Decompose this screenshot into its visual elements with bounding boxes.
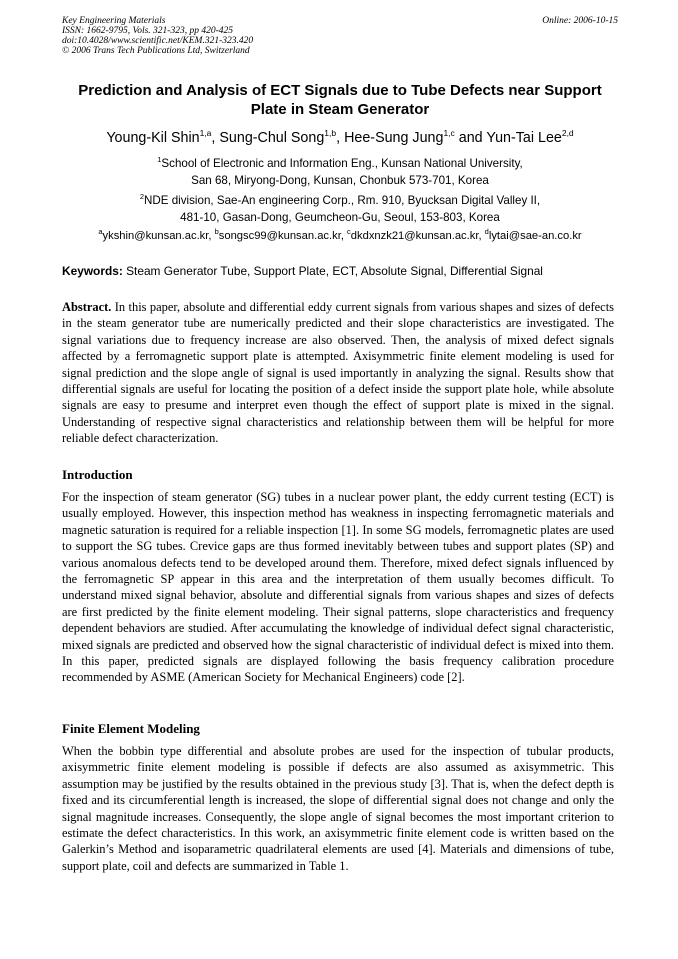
email-address[interactable]: ykshin@kunsan.ac.kr, xyxy=(102,230,215,242)
abstract-label: Abstract. xyxy=(62,300,112,314)
keywords-label: Keywords: xyxy=(62,264,123,278)
email-superscript: a xyxy=(98,227,103,236)
fem-paragraph: When the bobbin type differential and absolute probes are used for the inspection of tubular products, axisymmetric finite element modeling is possible if defects are also assumed as axisymmetric. This assumption may be justified by the results obtained in the previous study [3]. That is, when the defect depth is fixed and its circumferential length is increased, the slope of differential signal does not change and only the signal magnitude increases. Consequently, the slope angle of signal becomes the most important criterion to estimate the defect characteristics. In this work, an axisymmetric finite element code is written based on the Galerkin’s Method and isoparametric quadrilateral elements are used [4]. Materials and dimensions of tube, support plate, coil and defects are summarized in Table 1. xyxy=(62,744,614,873)
journal-header xyxy=(62,16,618,56)
affiliation-superscript: 1 xyxy=(157,155,162,164)
keywords-text: Steam Generator Tube, Support Plate, ECT, Absolute Signal, Differential Signal xyxy=(122,264,543,278)
journal-name: Key Engineering Materials xyxy=(62,16,166,26)
email-superscript: d xyxy=(484,227,489,236)
online-date: Online: 2006-10-15 xyxy=(542,16,618,26)
fem-heading: Finite Element Modeling xyxy=(62,721,200,736)
author-separator: and xyxy=(454,130,487,146)
keywords-line xyxy=(62,263,622,280)
email-superscript: b xyxy=(214,227,219,236)
author-superscript: 2,d xyxy=(561,128,574,138)
author-name: Young-Kil Shin xyxy=(106,130,200,146)
affiliation-line: NDE division, Sae-An engineering Corp., Rm. 910, Byucksan Digital Valley II, xyxy=(144,194,541,207)
copyright-line: © 2006 Trans Tech Publications Ltd, Switzerland xyxy=(62,46,250,56)
introduction-heading: Introduction xyxy=(62,467,133,482)
affiliation-line: School of Electronic and Information Eng., Kunsan National University, xyxy=(161,157,523,170)
author-name: Yun-Tai Lee xyxy=(486,130,562,146)
email-list xyxy=(40,228,640,245)
author-name: Sung-Chul Song xyxy=(219,130,325,146)
author-superscript: 1,b xyxy=(324,128,337,138)
affiliation-line: San 68, Miryong-Dong, Kunsan, Chonbuk 573-701, Korea xyxy=(191,174,489,187)
author-list xyxy=(40,129,640,147)
affiliation-line: 481-10, Gasan-Dong, Geumcheon-Gu, Seoul, 153-803, Korea xyxy=(180,211,500,224)
introduction-paragraph: For the inspection of steam generator (SG) tubes in a nuclear power plant, the eddy current testing (ECT) is usually employed. However, this inspection method has weakness in inspecting ferromagnetic materials and magnetic saturation is required for a reliable inspection [1]. In some SG models, ferromagnetic plates are used to support the SG tubes. Crevice gaps are thus formed inevitably between tubes and support plates (SP) and various anomalous defects tend to be developed around them. Therefore, mixed defect signals influenced by the ferromagnetic SP appear in this area and the interpretation of them usually becomes difficult. To understand mixed signal behavior, absolute and differential signals from various shapes and sizes of defects are first predicted by the finite element modeling. Their signal patterns, slope characteristics and frequency dependent behaviors are studied. After accumulating the knowledge of individual defect signal characteristic, mixed signals are predicted and observed how the signal characteristic of individual defect is mixed into them. In this paper, predicted signals are displayed following the basis frequency calibration procedure recommended by ASME (American Society for Mechanical Engineers) code [2]. xyxy=(62,490,614,685)
doi-line[interactable]: doi:10.4028/www.scientific.net/KEM.321-323.420 xyxy=(62,36,254,46)
affiliation-1 xyxy=(62,155,618,189)
email-superscript: c xyxy=(347,227,351,236)
affiliation-2 xyxy=(62,192,618,226)
email-address[interactable]: dkdxnzk21@kunsan.ac.kr, xyxy=(350,230,485,242)
paper-title: Prediction and Analysis of ECT Signals due to Tube Defects near Support Plate in Steam Generator xyxy=(78,82,602,118)
author-superscript: 1,a xyxy=(199,128,212,138)
author-name: Hee-Sung Jung xyxy=(344,130,444,146)
abstract-text: In this paper, absolute and differential eddy current signals from various shapes and sizes of defects in the steam generator tube are numerically predicted and their slope characteristics are investigated. The signal variations due to frequency increase are also observed. Then, the analysis of mixed defect signals affected by a ferromagnetic support plate is attempted. Axisymmetric finite element modeling is used for signal prediction and the slope angle of signal is used importantly in analyzing the signal. Results show that differential signals are useful for locating the position of a defect inside the support plate hole, while absolute signals are easy to presume and interpret even though the effect of support plate is mixed in the signal. Understanding of respective signal characteristics and relationship between them will be helpful for more reliable defect characterization. xyxy=(62,300,614,446)
abstract-paragraph xyxy=(62,299,614,447)
email-address[interactable]: lytai@sae-an.co.kr xyxy=(488,230,582,242)
issn-line: ISSN: 1662-9795, Vols. 321-323, pp 420-425 xyxy=(62,26,233,36)
email-address[interactable]: songsc99@kunsan.ac.kr, xyxy=(218,230,348,242)
affiliation-superscript: 2 xyxy=(139,192,145,201)
author-separator: , xyxy=(336,130,345,146)
author-separator: , xyxy=(211,130,220,146)
author-superscript: 1,c xyxy=(443,128,455,138)
